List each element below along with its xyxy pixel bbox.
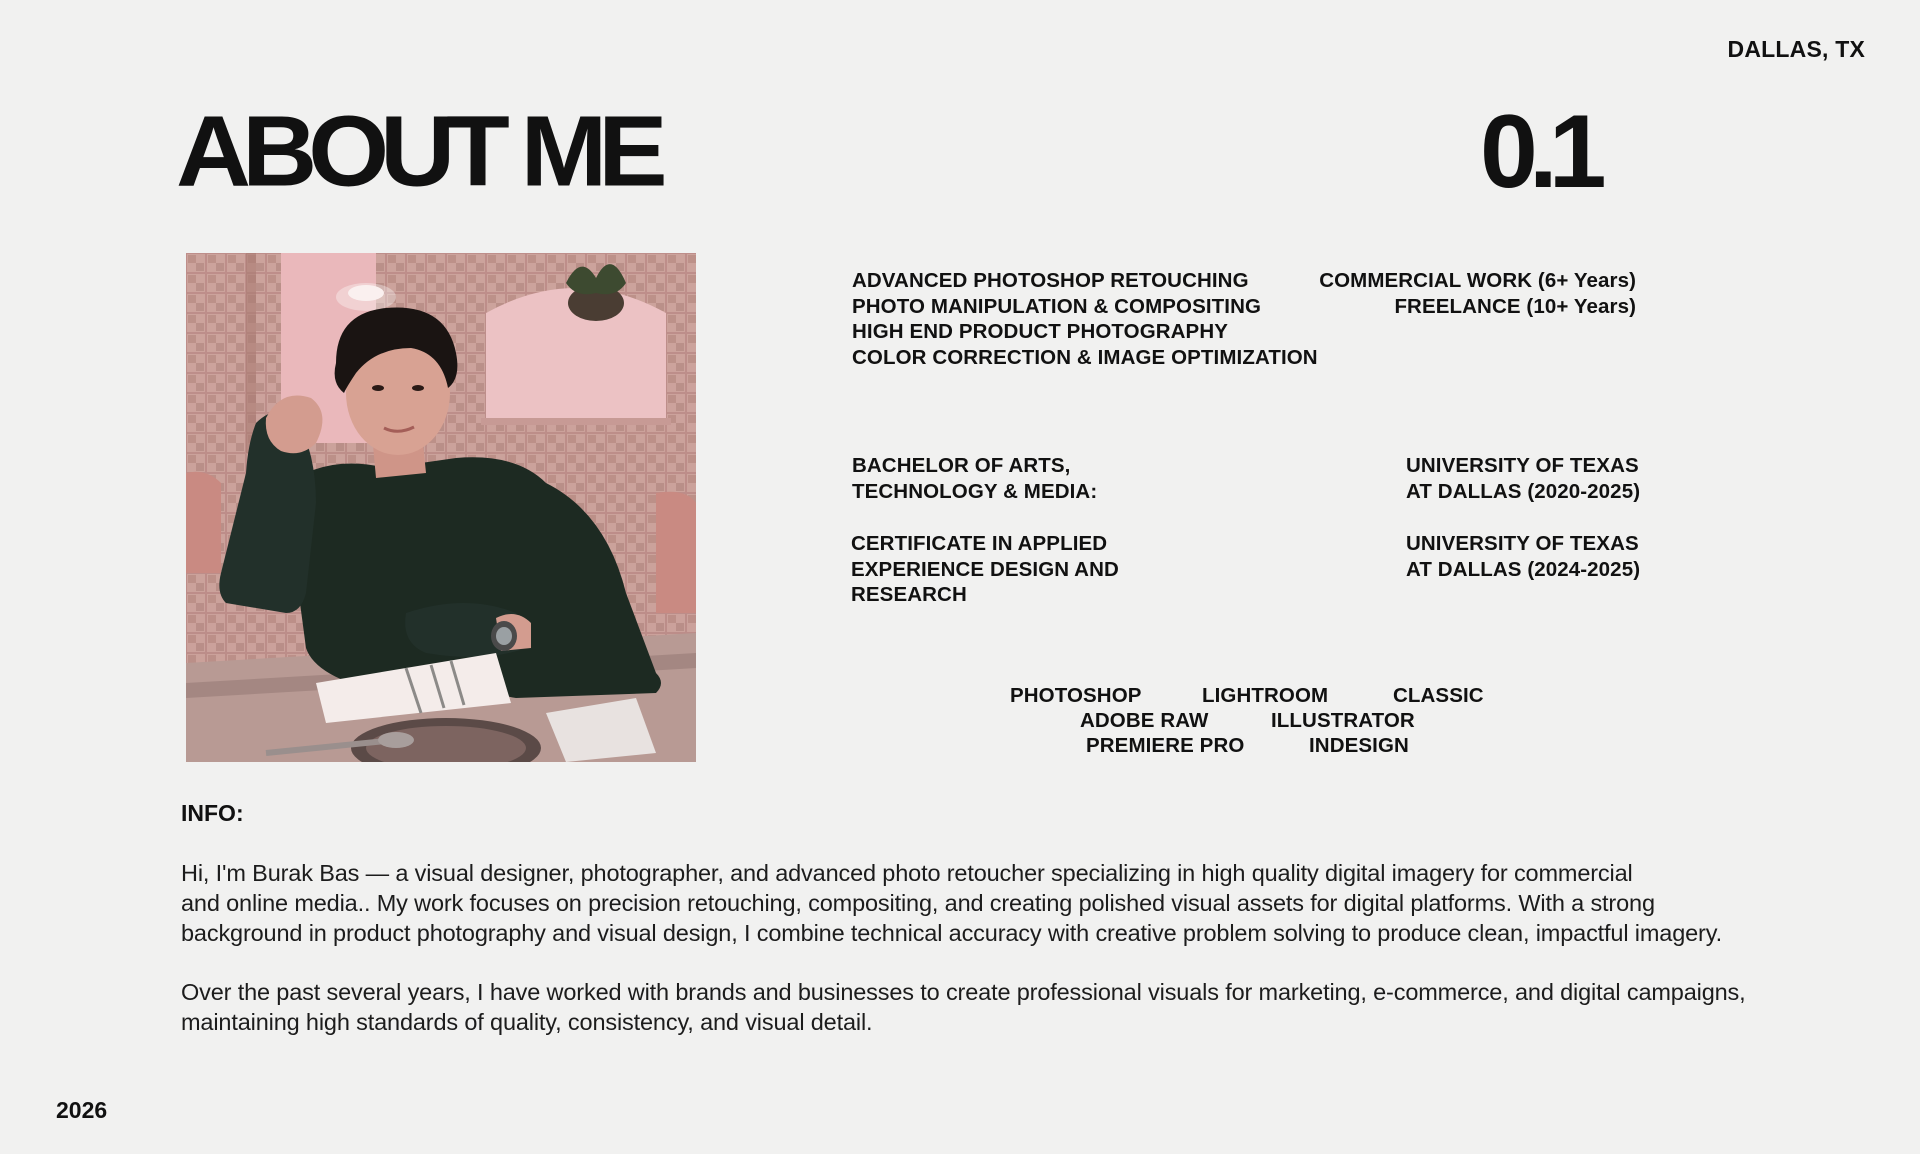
experience-item: FREELANCE (10+ Years) (1394, 294, 1636, 318)
tool-lightroom: LIGHTROOM (1202, 684, 1329, 707)
tool-illustrator: ILLUSTRATOR (1271, 709, 1415, 732)
tool-premiere-pro: PREMIERE PRO (1086, 734, 1245, 757)
experience-item: COMMERCIAL WORK (6+ Years) (1319, 269, 1636, 292)
degree-line: CERTIFICATE IN APPLIED (851, 532, 1108, 555)
skill-item: ADVANCED PHOTOSHOP RETOUCHING (852, 269, 1249, 292)
tool-adobe-raw: ADOBE RAW (1080, 709, 1209, 732)
bio-line: Hi, I'm Burak Bas — a visual designer, photographer, and advanced photo retoucher specializing in high quality digital imagery for commercial (181, 860, 1633, 886)
experience-list (1319, 268, 1636, 319)
school-line: AT DALLAS (2024-2025) (1406, 557, 1641, 581)
skill-item: HIGH END PRODUCT PHOTOGRAPHY (852, 320, 1229, 343)
skill-item: PHOTO MANIPULATION & COMPOSITING (852, 294, 1262, 318)
tool-indesign: INDESIGN (1309, 734, 1409, 757)
bio-line: background in product photography and visual design, I combine technical accuracy with creative problem solving to produce clean, impactful imagery. (181, 920, 1722, 946)
school-line: AT DALLAS (2020-2025) (1406, 479, 1641, 503)
tool-classic: CLASSIC (1393, 684, 1484, 707)
degree-bachelor (852, 453, 1097, 504)
bio-paragraph-1 (181, 858, 1821, 948)
skills-list (852, 268, 1318, 370)
skill-item: COLOR CORRECTION & IMAGE OPTIMIZATION (852, 345, 1318, 369)
section-number: 0.1 (1480, 94, 1598, 210)
bio-paragraph-2 (181, 977, 1821, 1037)
school-line: UNIVERSITY OF TEXAS (1406, 532, 1639, 555)
bio-line: and online media.. My work focuses on precision retouching, compositing, and creating polished visual assets for digital platforms. With a strong (181, 890, 1655, 916)
footer-year: 2026 (56, 1097, 108, 1123)
bio-line: maintaining high standards of quality, consistency, and visual detail. (181, 1009, 873, 1035)
degree-line: BACHELOR OF ARTS, (852, 454, 1071, 477)
degree-line: RESEARCH (851, 583, 967, 606)
school-line: UNIVERSITY OF TEXAS (1406, 454, 1639, 477)
degree-line: EXPERIENCE DESIGN AND (851, 557, 1119, 581)
degree-line: TECHNOLOGY & MEDIA: (852, 479, 1098, 503)
location-label: DALLAS, TX (1727, 36, 1865, 62)
school-bachelor (1406, 453, 1640, 504)
degree-certificate (851, 531, 1119, 608)
bio-line: Over the past several years, I have worked with brands and businesses to create professional visuals for marketing, e-commerce, and digital campaigns, (181, 979, 1746, 1005)
school-certificate (1406, 531, 1640, 582)
page-title: ABOUT ME (176, 96, 659, 208)
tool-photoshop: PHOTOSHOP (1010, 684, 1142, 707)
info-heading: INFO: (181, 800, 244, 826)
portrait-photo (186, 253, 696, 762)
